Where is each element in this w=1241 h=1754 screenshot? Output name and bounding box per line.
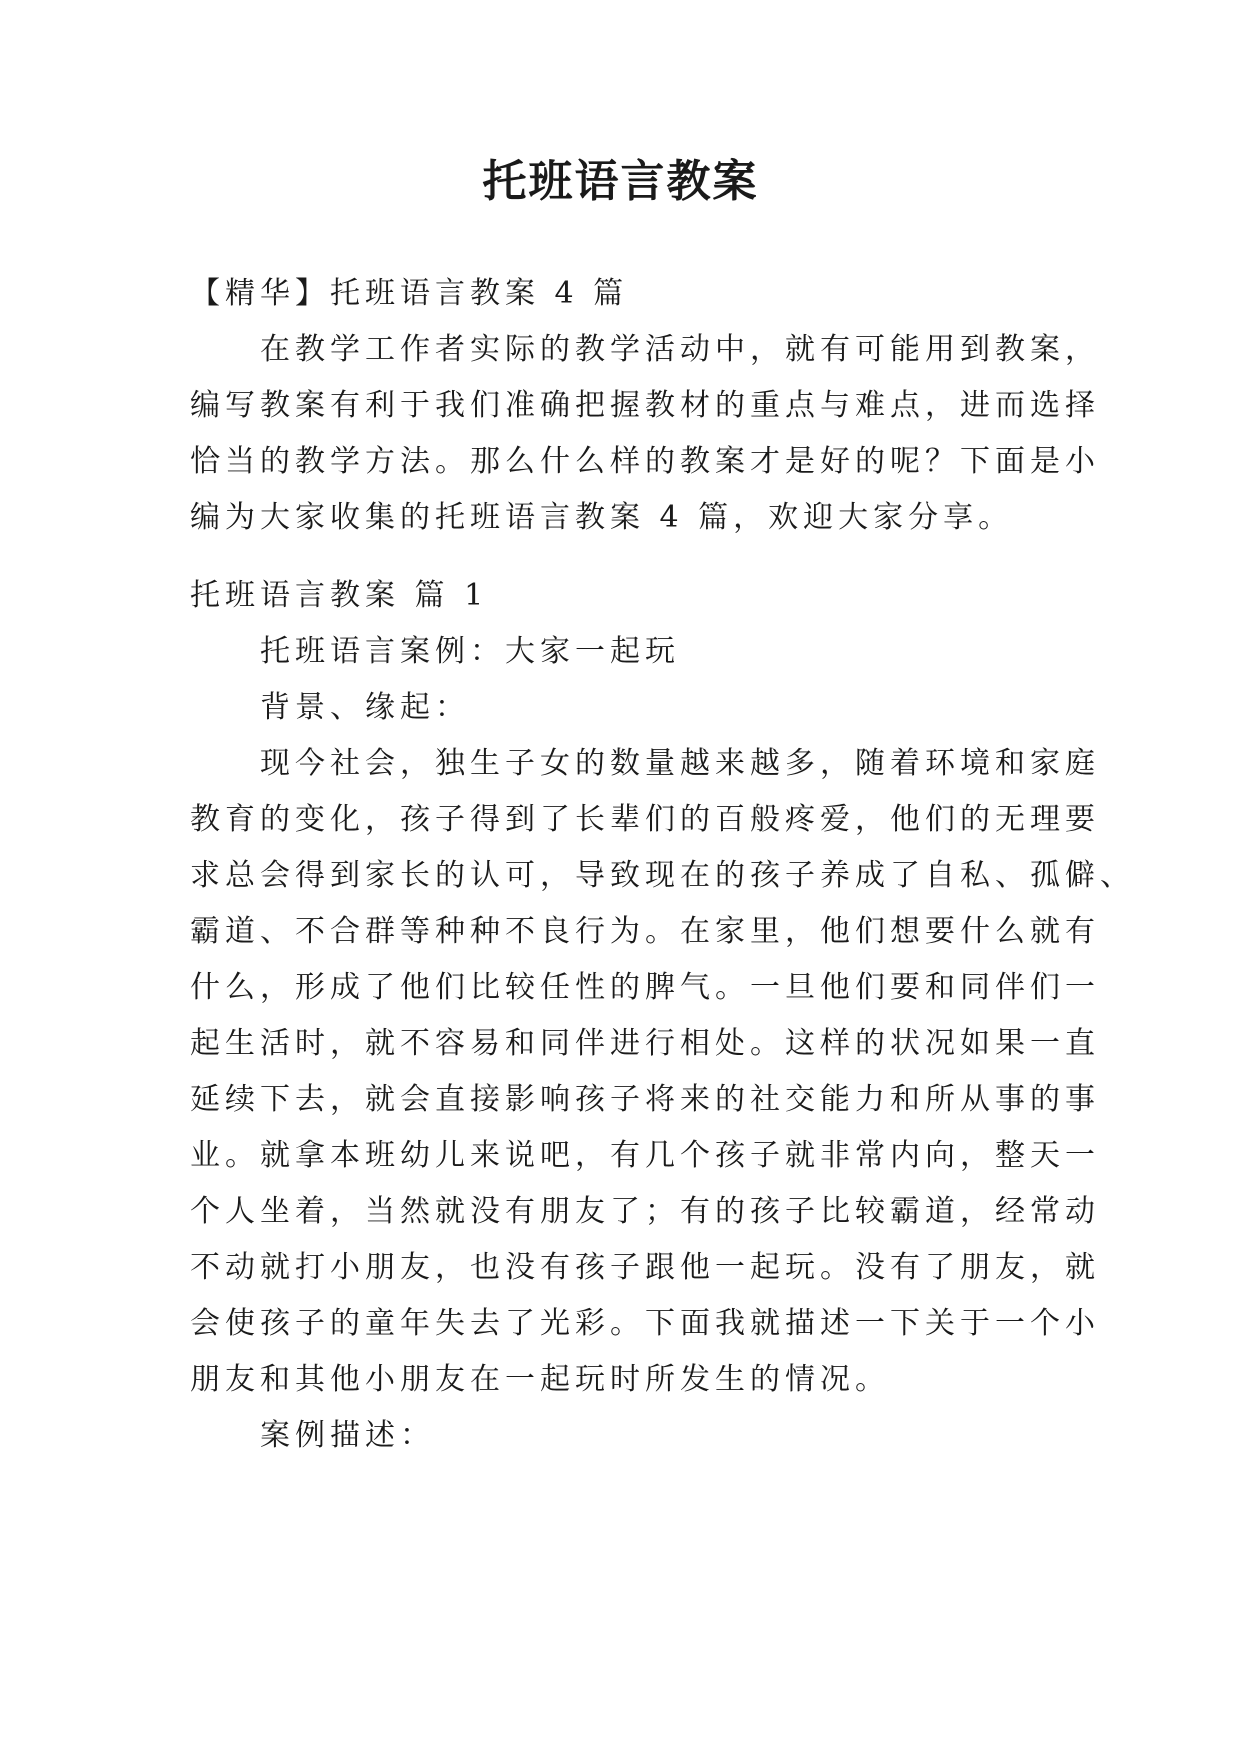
body-line: 不动就打小朋友，也没有孩子跟他一起玩。没有了朋友，就 [190, 1250, 1100, 1285]
body-line: 个人坐着，当然就没有朋友了；有的孩子比较霸道，经常动 [190, 1194, 1100, 1229]
body-line: 会使孩子的童年失去了光彩。下面我就描述一下关于一个小 [190, 1306, 1100, 1341]
body-line: 求总会得到家长的认可，导致现在的孩子养成了自私、孤僻、 [190, 858, 1135, 893]
intro-line: 编写教案有利于我们准确把握教材的重点与难点，进而选择 [190, 388, 1100, 423]
body-line: 什么，形成了他们比较任性的脾气。一旦他们要和同伴们一 [190, 970, 1100, 1005]
body-line: 朋友和其他小朋友在一起玩时所发生的情况。 [190, 1362, 890, 1397]
section-heading: 托班语言教案 篇 1 [190, 578, 489, 613]
background-label: 背景、缘起： [260, 690, 470, 725]
case-title: 托班语言案例：大家一起玩 [260, 634, 680, 669]
document-body-section-1 [190, 568, 1135, 1464]
body-line: 起生活时，就不容易和同伴进行相处。这样的状况如果一直 [190, 1026, 1100, 1061]
body-line: 教育的变化，孩子得到了长辈们的百般疼爱，他们的无理要 [190, 802, 1100, 837]
body-line: 霸道、不合群等种种不良行为。在家里，他们想要什么就有 [190, 914, 1100, 949]
intro-line: 在教学工作者实际的教学活动中，就有可能用到教案， [260, 332, 1100, 367]
intro-line: 编为大家收集的托班语言教案 4 篇，欢迎大家分享。 [190, 500, 1014, 535]
document-subtitle: 【精华】托班语言教案 4 篇 [190, 276, 629, 311]
intro-line: 恰当的教学方法。那么什么样的教案才是好的呢？下面是小 [190, 444, 1100, 479]
case-description-label: 案例描述： [260, 1418, 435, 1453]
body-line: 业。就拿本班幼儿来说吧，有几个孩子就非常内向，整天一 [190, 1138, 1100, 1173]
document-body-upper [190, 266, 1100, 546]
body-line: 现今社会，独生子女的数量越来越多，随着环境和家庭 [260, 746, 1100, 781]
document-title: 托班语言教案 [482, 156, 759, 207]
body-line: 延续下去，就会直接影响孩子将来的社交能力和所从事的事 [190, 1082, 1100, 1117]
